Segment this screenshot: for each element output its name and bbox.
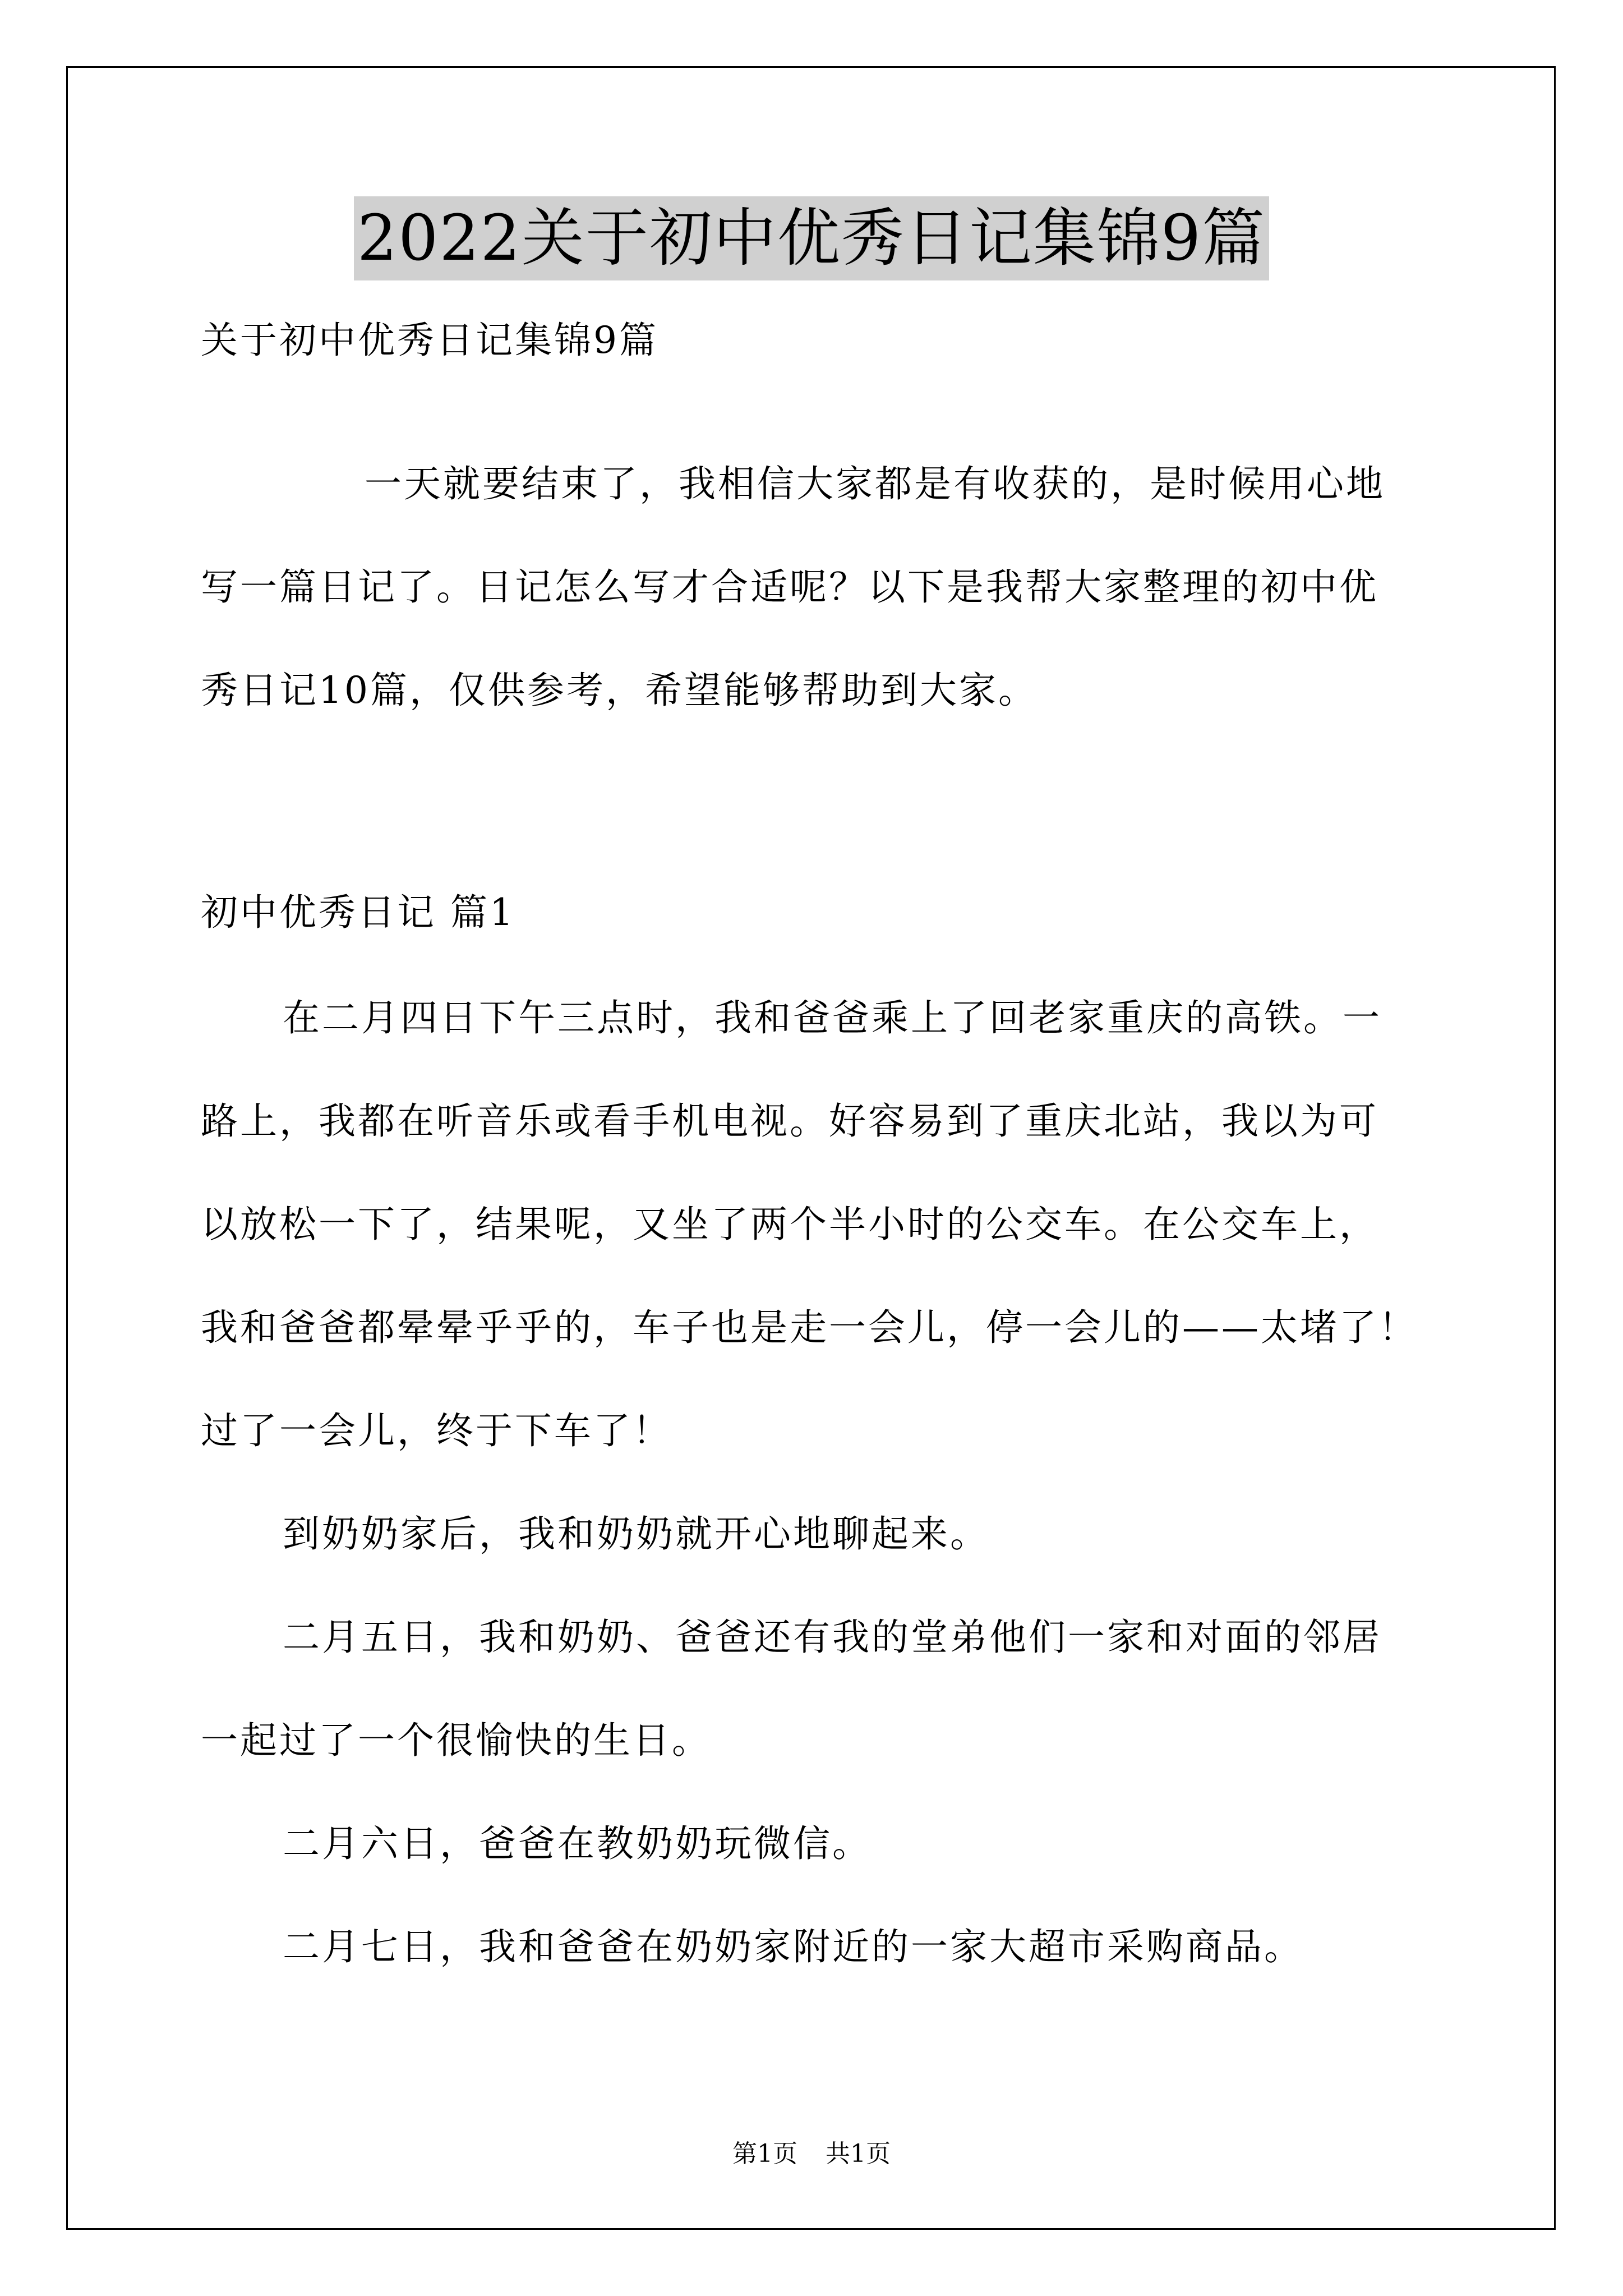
body-line: 我和爸爸都晕晕乎乎的，车子也是走一会儿，停一会儿的——太堵了！: [201, 1306, 1418, 1349]
diary-body: [201, 993, 1435, 2025]
body-line: 二月五日，我和奶奶、爸爸还有我的堂弟他们一家和对面的邻居: [283, 1616, 1382, 1659]
body-line: 在二月四日下午三点时，我和爸爸乘上了回老家重庆的高铁。一: [283, 996, 1382, 1039]
body-line: 过了一会儿，终于下车了！: [201, 1409, 672, 1452]
title-container: [0, 196, 1623, 280]
document-subtitle: 关于初中优秀日记集锦9篇: [201, 319, 658, 362]
body-line: 到奶奶家后，我和奶奶就开心地聊起来。: [283, 1512, 989, 1556]
intro-paragraph: [201, 459, 1435, 769]
body-line: 路上，我都在听音乐或看手机电视。好容易到了重庆北站，我以为可: [201, 1099, 1378, 1143]
page-footer: [0, 2137, 1623, 2171]
body-line: 二月六日，爸爸在教奶奶玩微信。: [283, 1822, 872, 1865]
intro-line: 一天就要结束了，我相信大家都是有收获的，是时候用心地: [365, 462, 1385, 505]
body-line: 以放松一下了，结果呢，又坐了两个半小时的公交车。在公交车上，: [201, 1203, 1378, 1246]
body-line: 一起过了一个很愉快的生日。: [201, 1719, 711, 1762]
page-number: 第1页: [732, 2139, 797, 2168]
page-total: 共1页: [826, 2139, 891, 2168]
section-heading: 初中优秀日记 篇1: [201, 891, 515, 934]
intro-line: 秀日记10篇，仅供参考，希望能够帮助到大家。: [201, 669, 1038, 712]
body-line: 二月七日，我和爸爸在奶奶家附近的一家大超市采购商品。: [283, 1925, 1303, 1968]
document-title: 2022关于初中优秀日记集锦9篇: [354, 196, 1269, 280]
intro-line: 写一篇日记了。日记怎么写才合适呢？以下是我帮大家整理的初中优: [201, 565, 1378, 609]
